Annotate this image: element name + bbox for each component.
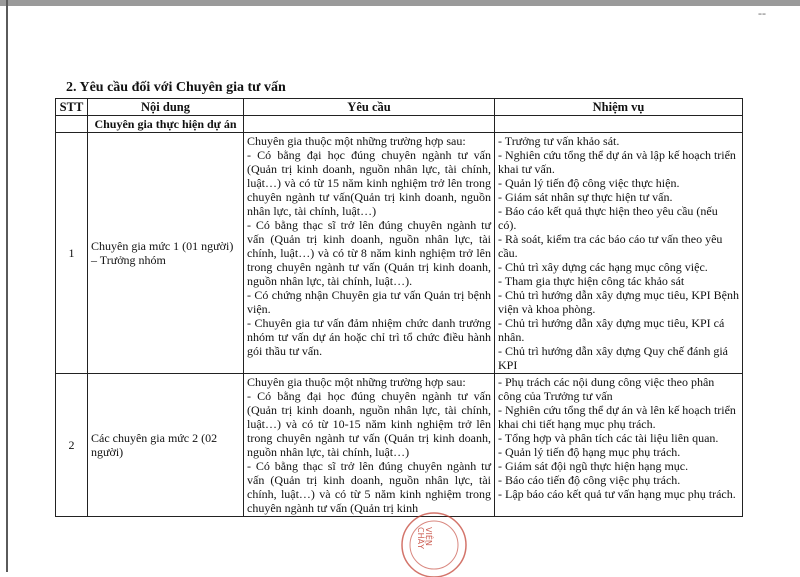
requirement-line: - Có chứng nhận Chuyên gia tư vấn Quản trị bệnh viện. — [247, 288, 491, 316]
scan-left-edge — [6, 0, 8, 572]
header-requirements: Yêu cầu — [244, 99, 495, 116]
header-tasks: Nhiệm vụ — [495, 99, 743, 116]
row-stt: 2 — [56, 374, 88, 517]
requirement-line: Chuyên gia thuộc một những trường hợp sau: — [247, 134, 466, 148]
row-requirements — [244, 133, 495, 374]
task-line: - Chủ trì hướng dẫn xây dựng mục tiêu, KPI cá nhân. — [498, 316, 725, 344]
task-line: - Nghiên cứu tổng thể dự án và lên kế hoạch triển khai chi tiết hạng mục phụ trách. — [498, 403, 736, 431]
requirement-line: - Có bằng thạc sĩ trở lên đúng chuyên ngành tư vấn (Quản trị kinh doanh, nguồn nhân lực, tài chính, luật…) và có từ 8 năm kinh nghiệm trở lên trong chuyên ngành tư vấn (Quản trị kinh doanh, nguồn nhân lực, tài chính, luật…). — [247, 218, 491, 288]
requirement-line: - Chuyên gia tư vấn đảm nhiệm chức danh trưởng nhóm tư vấn dự án hoặc chỉ trì tổ chức điều hành gói thầu tư vấn. — [247, 316, 491, 358]
row-tasks — [495, 374, 743, 517]
table-header-row — [56, 99, 743, 116]
task-line: - Tổng hợp và phân tích các tài liệu liên quan. — [498, 431, 719, 445]
svg-text:CHẤY: CHẤY — [416, 527, 425, 549]
task-line: - Báo cáo tiến độ công việc phụ trách. — [498, 473, 681, 487]
row-stt: 1 — [56, 133, 88, 374]
row-content: Các chuyên gia mức 2 (02 người) — [88, 374, 244, 517]
table-row — [56, 374, 743, 517]
task-line: - Nghiên cứu tổng thể dự án và lập kế hoạch triển khai tư vấn. — [498, 148, 736, 176]
red-seal-stamp — [398, 505, 470, 577]
task-line: - Giám sát nhân sự thực hiện tư vấn. — [498, 190, 673, 204]
corner-mark: -- — [758, 6, 766, 20]
requirement-line: - Có bằng thạc sĩ trở lên đúng chuyên ngành tư vấn (Quản trị kinh doanh, nguồn nhân lực, tài chính, luật…) và có từ 5 năm kinh nghiệm trong chuyên ngành tư vấn (Quản trị kinh — [247, 459, 491, 515]
row-requirements — [244, 374, 495, 517]
header-stt: STT — [56, 99, 88, 116]
svg-text:VIỆN: VIỆN — [424, 527, 433, 546]
task-line: - Giám sát đội ngũ thực hiện hạng mục. — [498, 459, 689, 473]
subheader-label: Chuyên gia thực hiện dự án — [88, 116, 244, 133]
row-content: Chuyên gia mức 1 (01 người) – Trưởng nhóm — [88, 133, 244, 374]
task-line: - Rà soát, kiểm tra các báo cáo tư vấn theo yêu cầu. — [498, 232, 723, 260]
task-line: - Chủ trì hướng dẫn xây dựng Quy chế đánh giá KPI — [498, 344, 728, 372]
task-line: - Quản lý tiến độ công việc thực hiện. — [498, 176, 680, 190]
row-tasks — [495, 133, 743, 374]
task-line: - Lập báo cáo kết quả tư vấn hạng mục phụ trách. — [498, 487, 736, 501]
requirement-line: - Có bằng đại học đúng chuyên ngành tư vấn (Quản trị kinh doanh, nguồn nhân lực, tài chính, luật…) và có từ 10-15 năm kinh nghiệm trở lên trong chuyên ngành tư vấn (Quản trị kinh doanh, nguồn nhân lực, tài chính, luật…) — [247, 389, 491, 459]
table-row — [56, 133, 743, 374]
task-line: - Tham gia thực hiện công tác khảo sát — [498, 274, 685, 288]
section-heading: 2. Yêu cầu đối với Chuyên gia tư vấn — [66, 80, 286, 95]
requirements-table — [55, 98, 743, 517]
task-line: - Chủ trì xây dựng các hạng mục công việc. — [498, 260, 708, 274]
scan-top-edge — [0, 0, 800, 6]
task-line: - Trưởng tư vấn khảo sát. — [498, 134, 620, 148]
header-content: Nội dung — [88, 99, 244, 116]
task-line: - Phụ trách các nội dung công việc theo phân công của Trưởng tư vấn — [498, 375, 715, 403]
table-subheader-row — [56, 116, 743, 133]
task-line: - Chủ trì hướng dẫn xây dựng mục tiêu, KPI Bệnh viện và khoa phòng. — [498, 288, 739, 316]
requirement-line: Chuyên gia thuộc một những trường hợp sau: — [247, 375, 466, 389]
requirement-line: - Có bằng đại học đúng chuyên ngành tư vấn (Quản trị kinh doanh, nguồn nhân lực, tài chính, luật…) và có từ 15 năm kinh nghiệm trở lên trong chuyên ngành tư vấn(Quản trị kinh doanh, nguồn nhân lực, tài chính, luật…) — [247, 148, 491, 218]
task-line: - Quản lý tiến độ hạng mục phụ trách. — [498, 445, 681, 459]
task-line: - Báo cáo kết quả thực hiện theo yêu cầu (nếu có). — [498, 204, 718, 232]
